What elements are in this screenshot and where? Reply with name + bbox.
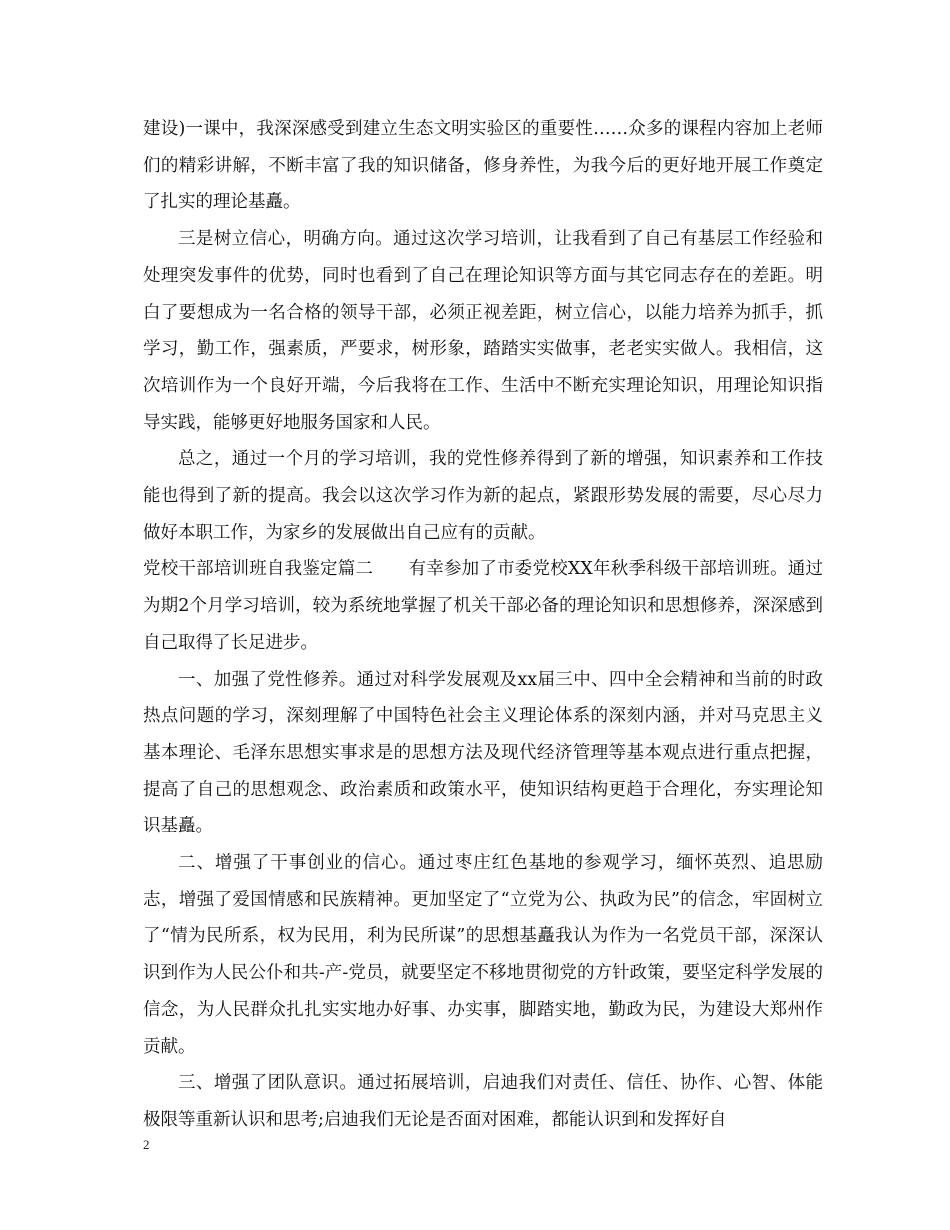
paragraph-4: 党校干部培训班自我鉴定篇二 有幸参加了市委党校XX年秋季科级干部培训班。通过为期2个月学习培训，较为系统地掌握了机关干部必备的理论知识和思想修养，深深感到自己取得了长足进步。: [143, 559, 823, 653]
page-number: 2: [143, 1137, 150, 1152]
paragraph-3: 总之，通过一个月的学习培训，我的党性修养得到了新的增强，知识素养和工作技能也得到了新的提高。我会以这次学习作为新的起点，紧跟形势发展的需要，尽心尽力做好本职工作，为家乡的发展做出自己应有的贡献。: [143, 449, 823, 543]
paragraph-5: 一、加强了党性修养。通过对科学发展观及xx届三中、四中全会精神和当前的时政热点问题的学习，深刻理解了中国特色社会主义理论体系的深刻内涵，并对马克思主义基本理论、毛泽东思想实事求是的思想方法及现代经济管理等基本观点进行重点把握，提高了自己的思想观念、政治素质和政策水平，使知识结构更趋于合理化，夯实理论知识基矗。: [143, 669, 823, 837]
paragraph-1: 建设)一课中，我深深感受到建立生态文明实验区的重要性……众多的课程内容加上老师们的精彩讲解，不断丰富了我的知识储备，修身养性，为我今后的更好地开展工作奠定了扎实的理论基矗。: [143, 119, 823, 213]
paragraph-6: 二、增强了干事创业的信心。通过枣庄红色基地的参观学习，缅怀英烈、追思励志，增强了爱国情感和民族精神。更加坚定了“立党为公、执政为民”的信念，牢固树立了“情为民所系，权为民用，利为民所谋”的思想基矗我认为作为一名党员干部，深深认识到作为人民公仆和共-产-党员，就要坚定不移地贯彻党的方针政策，要坚定科学发展的信念，为人民群众扎扎实实地办好事、办实事，脚踏实地，勤政为民，为建设大郑州作贡献。: [143, 853, 823, 1057]
paragraph-2: 三是树立信心，明确方向。通过这次学习培训，让我看到了自己有基层工作经验和处理突发事件的优势，同时也看到了自己在理论知识等方面与其它同志存在的差距。明白了要想成为一名合格的领导干部，必须正视差距，树立信心，以能力培养为抓手，抓学习，勤工作，强素质，严要求，树形象，踏踏实实做事，老老实实做人。我相信，这次培训作为一个良好开端，今后我将在工作、生活中不断充实理论知识，用理论知识指导实践，能够更好地服务国家和人民。: [143, 229, 823, 433]
document-body: [143, 111, 823, 1139]
paragraph-7: 三、增强了团队意识。通过拓展培训，启迪我们对责任、信任、协作、心智、体能极限等重新认识和思考;启迪我们无论是否面对困难，都能认识到和发挥好自: [143, 1073, 823, 1130]
